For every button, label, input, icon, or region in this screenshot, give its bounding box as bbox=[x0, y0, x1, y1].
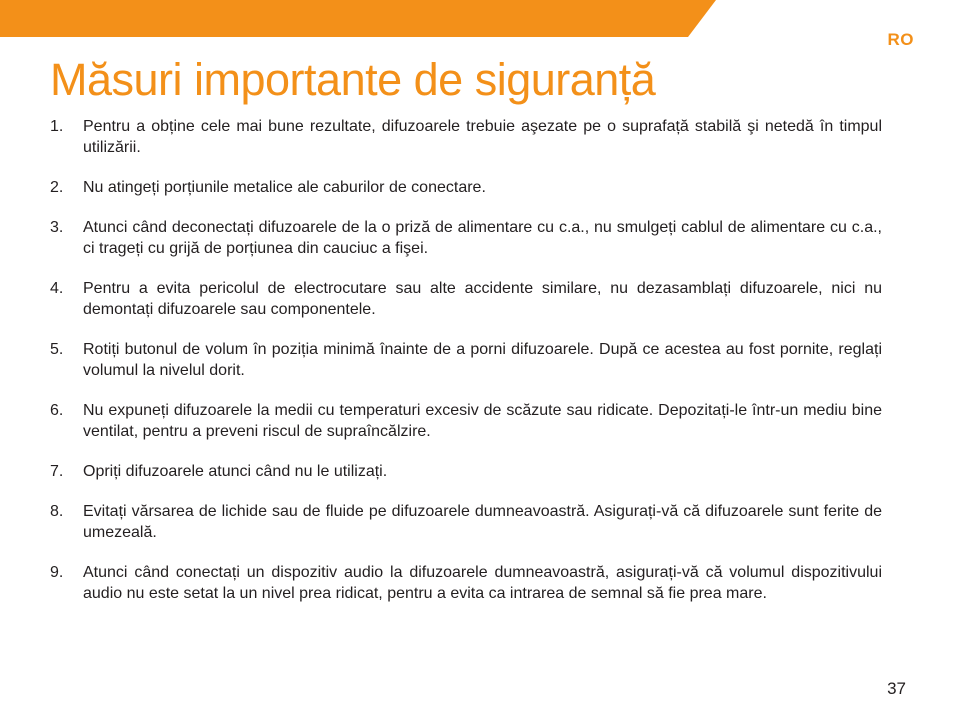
language-tag: RO bbox=[887, 30, 914, 49]
list-item-number: 7. bbox=[50, 463, 64, 480]
list-item-text: Pentru a evita pericolul de electrocutare sau alte accidente similare, nu dezasamblați difuzoarele, nici nu demontați difuzoarele sau componentele. bbox=[83, 280, 882, 318]
list-item bbox=[50, 400, 882, 442]
list-item bbox=[50, 339, 882, 381]
list-item bbox=[50, 562, 882, 604]
list-item-text: Evitați vărsarea de lichide sau de fluide pe difuzoarele dumneavoastră. Asigurați-vă că difuzoarele sunt ferite de umezeală. bbox=[83, 503, 882, 541]
list-item-text: Rotiți butonul de volum în poziția minimă înainte de a porni difuzoarele. După ce acestea au fost pornite, reglați volumul la nivelul dorit. bbox=[83, 341, 882, 379]
list-item-number: 2. bbox=[50, 179, 64, 196]
list-item-number: 1. bbox=[50, 118, 64, 135]
list-item bbox=[50, 461, 882, 482]
list-item bbox=[50, 116, 882, 158]
safety-list bbox=[50, 116, 882, 623]
list-item-number: 6. bbox=[50, 402, 64, 419]
list-item-number: 8. bbox=[50, 503, 64, 520]
list-item-text: Atunci când conectați un dispozitiv audio la difuzoarele dumneavoastră, asigurați-vă că volumul dispozitivului audio nu este setat la un nivel prea ridicat, pentru a evita ca intrarea de semnal să fie prea mare. bbox=[83, 564, 882, 602]
list-item bbox=[50, 217, 882, 259]
list-item bbox=[50, 177, 882, 198]
list-item-text: Nu atingeți porțiunile metalice ale caburilor de conectare. bbox=[83, 179, 486, 196]
list-item-text: Atunci când deconectați difuzoarele de la o priză de alimentare cu c.a., nu smulgeți cablul de alimentare cu c.a., ci trageți cu grijă de porțiunea din cauciuc a fişei. bbox=[83, 219, 882, 257]
list-item-number: 3. bbox=[50, 219, 64, 236]
list-item-number: 9. bbox=[50, 564, 64, 581]
page-title: Măsuri importante de siguranță bbox=[50, 54, 656, 105]
list-item-text: Pentru a obține cele mai bune rezultate, difuzoarele trebuie aşezate pe o suprafață stabilă şi netedă în timpul utilizării. bbox=[83, 118, 882, 156]
page-number: 37 bbox=[887, 679, 906, 698]
list-item-text: Opriți difuzoarele atunci când nu le utilizați. bbox=[83, 463, 388, 480]
list-item-number: 4. bbox=[50, 280, 64, 297]
list-item-text: Nu expuneți difuzoarele la medii cu temperaturi excesiv de scăzute sau ridicate. Depozitați-le într-un mediu bine ventilat, pentru a preveni riscul de supraîncălzire. bbox=[83, 402, 882, 440]
header-accent-band bbox=[0, 0, 954, 40]
list-item-number: 5. bbox=[50, 341, 64, 358]
list-item bbox=[50, 278, 882, 320]
list-item bbox=[50, 501, 882, 543]
